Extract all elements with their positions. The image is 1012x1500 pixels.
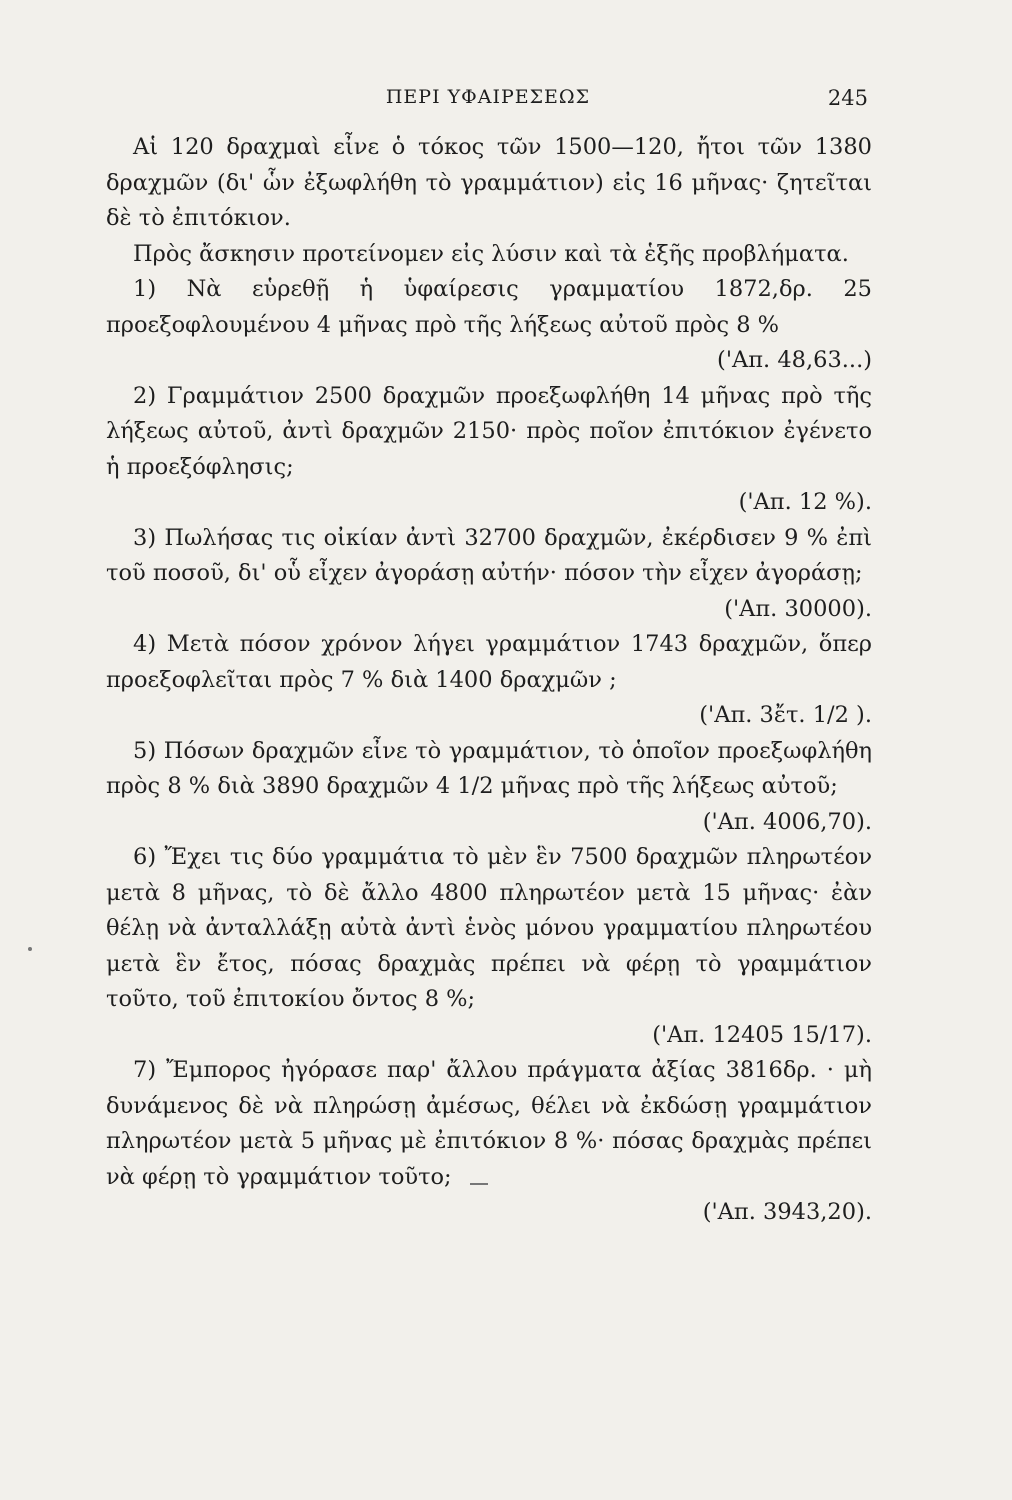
problem-5-answer: ('Απ. 4006,70). <box>702 808 872 835</box>
running-title: ΠΕΡΙ ΥΦΑΙΡΕΣΕΩΣ <box>385 86 591 108</box>
problem-3-answer: ('Απ. 30000). <box>724 595 872 622</box>
problem-3-text: 3) Πωλήσας τις οἰκίαν ἀντὶ 32700 δραχμῶν, ἐκέρδισεν 9 % ἐπὶ τοῦ ποσοῦ, δι' οὗ εἶχεν ἀγοράσῃ αὐτήν· πόσον τὴν εἶχεν ἀγοράσῃ; <box>106 524 872 586</box>
paragraph-intro: Αἱ 120 δραχμαὶ εἶνε ὁ τόκος τῶν 1500—120, ἤτοι τῶν 1380 δραχμῶν (δι' ὧν ἐξωφλήθη τὸ γραμμάτιον) εἰς 16 μῆνας· ζητεῖται δὲ τὸ ἐπιτόκιον. <box>106 134 872 231</box>
page-number: 245 <box>827 86 868 110</box>
page-header <box>108 86 868 116</box>
problem-6-answer: ('Απ. 12405 15/17). <box>652 1021 872 1048</box>
stray-dot-mark <box>28 947 32 951</box>
paragraph-exercises-heading: Πρὸς ἄσκησιν προτείνομεν εἰς λύσιν καὶ τὰ ἑξῆς προβλήματα. <box>133 240 849 267</box>
problem-4-answer: ('Απ. 3ἔτ. 1/2 ). <box>699 702 872 728</box>
problem-1-text: 1) Νὰ εὑρεθῇ ἡ ὑφαίρεσις γραμματίου 1872,δρ. 25 προεξοφλουμένου 4 μῆνας πρὸ τῆς λήξεως αὐτοῦ πρὸς 8 % <box>106 276 872 338</box>
problem-1-answer: ('Απ. 48,63...) <box>717 347 872 373</box>
problem-6-text: 6) Ἔχει τις δύο γραμμάτια τὸ μὲν ἓν 7500 δραχμῶν πληρωτέον μετὰ 8 μῆνας, τὸ δὲ ἄλλο 4800 πληρωτέον μετὰ 15 μῆνας· ἐὰν θέλῃ νὰ ἀνταλλάξῃ αὐτὰ ἀντὶ ἑνὸς μόνου γραμματίου πληρωτέου μετὰ ἓν ἔτος, πόσας δραχμὰς πρέπει νὰ φέρῃ τὸ γραμμάτιον τοῦτο, τοῦ ἐπιτοκίου ὄντος 8 %; <box>106 844 872 1012</box>
page-body <box>106 130 872 1231</box>
problem-2-answer: ('Απ. 12 %). <box>738 489 872 515</box>
problem-5-text: 5) Πόσων δραχμῶν εἶνε τὸ γραμμάτιον, τὸ ὁποῖον προεξωφλήθη πρὸς 8 % διὰ 3890 δραχμῶν 4 1/2 μῆνας πρὸ τῆς λήξεως αὐτοῦ; <box>106 737 872 799</box>
problem-7-answer: ('Απ. 3943,20). <box>702 1199 872 1225</box>
stray-dash-mark <box>470 1183 488 1185</box>
problem-2-text: 2) Γραμμάτιον 2500 δραχμῶν προεξωφλήθη 14 μῆνας πρὸ τῆς λήξεως αὐτοῦ, ἀντὶ δραχμῶν 2150· πρὸς ποῖον ἐπιτόκιον ἐγένετο ἡ προεξόφλησις; <box>106 382 872 480</box>
problem-4-text: 4) Μετὰ πόσον χρόνον λήγει γραμμάτιον 1743 δραχμῶν, ὅπερ προεξοφλεῖται πρὸς 7 % διὰ 1400 δραχμῶν ; <box>106 631 872 693</box>
problem-7-text: 7) Ἔμπορος ἠγόρασε παρ' ἄλλου πράγματα ἀξίας 3816δρ. · μὴ δυνάμενος δὲ νὰ πληρώσῃ ἀμέσως, θέλει νὰ ἐκδώσῃ γραμμάτιον πληρωτέον μετὰ 5 μῆνας μὲ ἐπιτόκιον 8 %· πόσας δραχμὰς πρέπει νὰ φέρῃ τὸ γραμμάτιον τοῦτο; <box>106 1057 872 1190</box>
